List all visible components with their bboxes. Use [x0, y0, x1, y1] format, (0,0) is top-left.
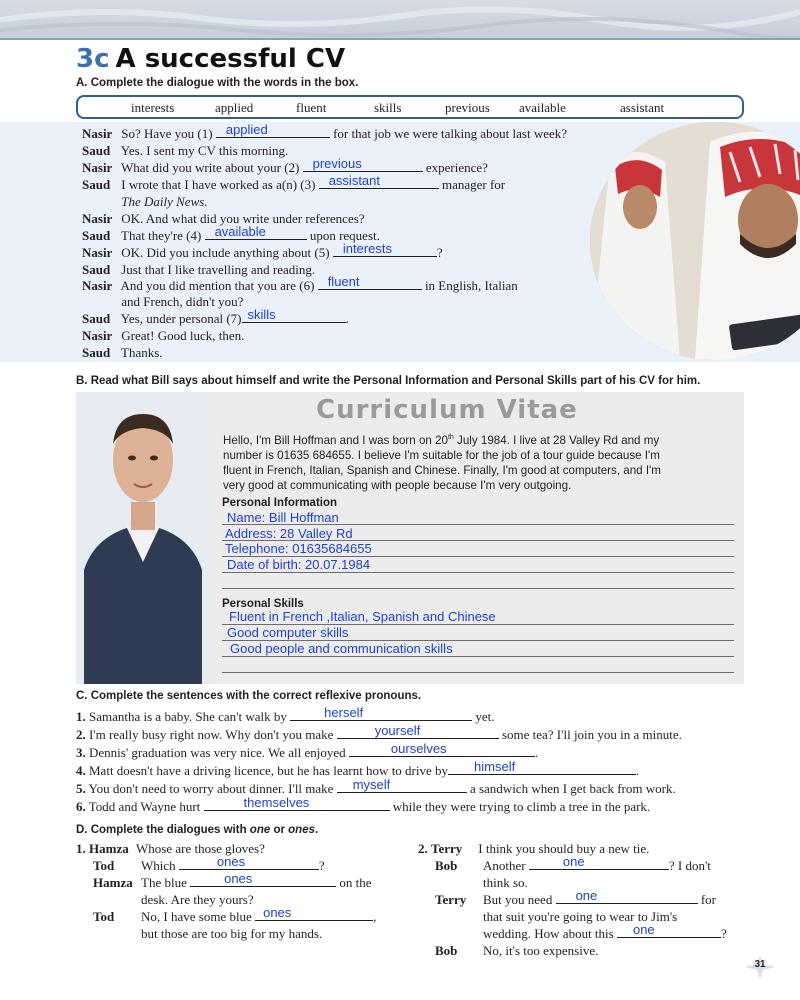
answer-blank[interactable]: himself — [448, 763, 636, 775]
wave-pattern-icon — [0, 0, 800, 38]
answer-blank[interactable]: herself — [290, 709, 472, 721]
section-b-instruction: B. Read what Bill says about himself and write the Personal Information and Personal Skills part of his CV for him. — [76, 375, 701, 387]
dialogue-line: Saud Yes. I sent my CV this morning. — [82, 143, 289, 158]
dialogue-2-line: 2. Terry I think you should buy a new tie. — [418, 841, 650, 856]
dialogue-line: Saud Yes, under personal (7) skills . — [82, 307, 349, 326]
answer-blank[interactable]: yourself — [337, 727, 499, 739]
sentence-item: 4. Matt doesn't have a driving licence, but he has learnt how to drive by himself . — [76, 759, 640, 778]
sentence-item: 1. Samantha is a baby. She can't walk by herself yet. — [76, 705, 495, 724]
dialogue-2-line: Bob Another one ? I don't — [435, 854, 711, 873]
word-box-item: fluent — [296, 100, 327, 115]
page-number: 31 — [745, 955, 775, 979]
top-banner — [0, 0, 800, 38]
section-c-instruction: C. Complete the sentences with the correct reflexive pronouns. — [76, 690, 422, 702]
dialogue-1-line: Tod No, I have some blue ones , — [93, 905, 377, 924]
sentence-item: 6. Todd and Wayne hurt themselves while they were trying to climb a tree in the park. — [76, 795, 651, 814]
answer-blank[interactable]: themselves — [204, 799, 390, 811]
word-box — [76, 95, 744, 119]
dialogue-line: Nasir OK. And what did you write under references? — [82, 211, 365, 226]
dialogue-2-line: Bob No, it's too expensive. — [435, 943, 599, 958]
word-box-item: previous — [445, 100, 490, 115]
answer-blank[interactable]: ones — [179, 858, 319, 870]
answer-blank[interactable]: previous — [303, 160, 423, 172]
dialogue-1-line: 1. Hamza Whose are those gloves? — [76, 841, 265, 856]
personal-skills-heading: Personal Skills — [222, 598, 304, 610]
cv-answer-line — [222, 672, 734, 673]
word-box-item: assistant — [620, 100, 665, 115]
word-box-item: applied — [215, 100, 254, 115]
cv-answer-line — [222, 656, 734, 657]
sentence-item: 5. You don't need to worry about dinner. I'll make myself a sandwich when I get back from work. — [76, 777, 676, 796]
answer-blank[interactable]: one — [556, 892, 698, 904]
cv-answer[interactable]: Fluent in French ,Italian, Spanish and Chinese — [229, 609, 496, 624]
cv-answer[interactable]: Telephone: 01635684655 — [225, 541, 372, 556]
dialogue-line: Saud Just that I like travelling and reading. — [82, 262, 316, 277]
answer-blank[interactable]: ourselves — [349, 745, 535, 757]
answer-blank[interactable]: applied — [216, 126, 330, 138]
answer-blank[interactable]: assistant — [319, 177, 439, 189]
cv-answer-line — [222, 572, 734, 573]
word-box-item: available — [519, 100, 566, 115]
word-box-item: interests — [131, 100, 175, 115]
answer-blank[interactable]: myself — [337, 781, 467, 793]
bill-portrait-photo — [76, 392, 210, 684]
dialogue-1-line: desk. Are they yours? — [141, 892, 254, 907]
cv-answer-line — [222, 588, 734, 589]
cv-answer[interactable]: Good people and communication skills — [230, 641, 453, 656]
answer-blank[interactable]: interests — [333, 245, 437, 257]
dialogue-line: Nasir OK. Did you include anything about (5) interests ? — [82, 241, 443, 260]
answer-blank[interactable]: ones — [255, 909, 373, 921]
section-a-instruction: A. Complete the dialogue with the words in the box. — [76, 77, 359, 89]
answer-blank[interactable]: ones — [190, 875, 336, 887]
dialogue-line: Nasir What did you write about your (2) previous experience? — [82, 156, 488, 175]
sentence-item: 3. Dennis' graduation was very nice. We all enjoyed ourselves . — [76, 741, 539, 760]
cv-answer[interactable]: Date of birth: 20.07.1984 — [227, 557, 371, 572]
section-d-instruction: D. Complete the dialogues with one or ones. — [76, 824, 319, 836]
dialogue-line: and French, didn't you? — [121, 294, 244, 309]
dialogue-line: Saud Thanks. — [82, 345, 163, 360]
dialogue-1-line: Tod Which ones ? — [93, 854, 325, 873]
cv-answer[interactable]: Name: Bill Hoffman — [227, 510, 339, 525]
dialogue-2-line: that suit you're going to wear to Jim's — [483, 909, 678, 924]
page-title: 3c A successful CV — [76, 44, 346, 74]
answer-blank[interactable]: fluent — [318, 278, 422, 290]
answer-blank[interactable]: available — [205, 228, 307, 240]
cv-title: Curriculum Vitae — [316, 395, 578, 425]
dialogue-1-line: Hamza The blue ones on the — [93, 871, 372, 890]
cv-answer[interactable]: Good computer skills — [227, 625, 349, 640]
dialogue-line: Nasir And you did mention that you are (6) fluent in English, Italian — [82, 274, 518, 293]
dialogue-line: Nasir So? Have you (1) applied for that job we were talking about last week? — [82, 122, 568, 141]
dialogue-2-line: wedding. How about this one ? — [483, 922, 727, 941]
cv-answer[interactable]: Address: 28 Valley Rd — [225, 526, 353, 541]
dialogue-2-line: Terry But you need one for — [435, 888, 716, 907]
answer-blank[interactable]: one — [617, 926, 721, 938]
dialogue-line: The Daily News. — [121, 194, 208, 209]
answer-blank[interactable]: skills — [242, 311, 346, 323]
banner-divider — [0, 38, 800, 40]
dialogue-line: Nasir Great! Good luck, then. — [82, 328, 245, 343]
sentence-item: 2. I'm really busy right now. Why don't you make yourself some tea? I'll join you in a minute. — [76, 723, 682, 742]
personal-info-heading: Personal Information — [222, 497, 338, 509]
dialogue-1-line: but those are too big for my hands. — [141, 926, 323, 941]
bill-intro-text: Hello, I'm Bill Hoffman and I was born on 20th July 1984. I live at 28 Valley Rd and my number is 01635 684655. I believe I'm suitable for the job of a tour guide because I'm fluent in French, Italian, Spanish and Chinese. Finally, I'm good at computers, and I'm very good at communicating with people because I'm very outgoing. — [223, 433, 661, 492]
dialogue-line: Saud I wrote that I have worked as a(n) (3) assistant manager for — [82, 173, 506, 192]
word-box-item: skills — [374, 100, 402, 115]
dialogue-line: Saud That they're (4) available upon request. — [82, 224, 380, 243]
answer-blank[interactable]: one — [529, 858, 669, 870]
dialogue-2-line: think so. — [483, 875, 528, 890]
